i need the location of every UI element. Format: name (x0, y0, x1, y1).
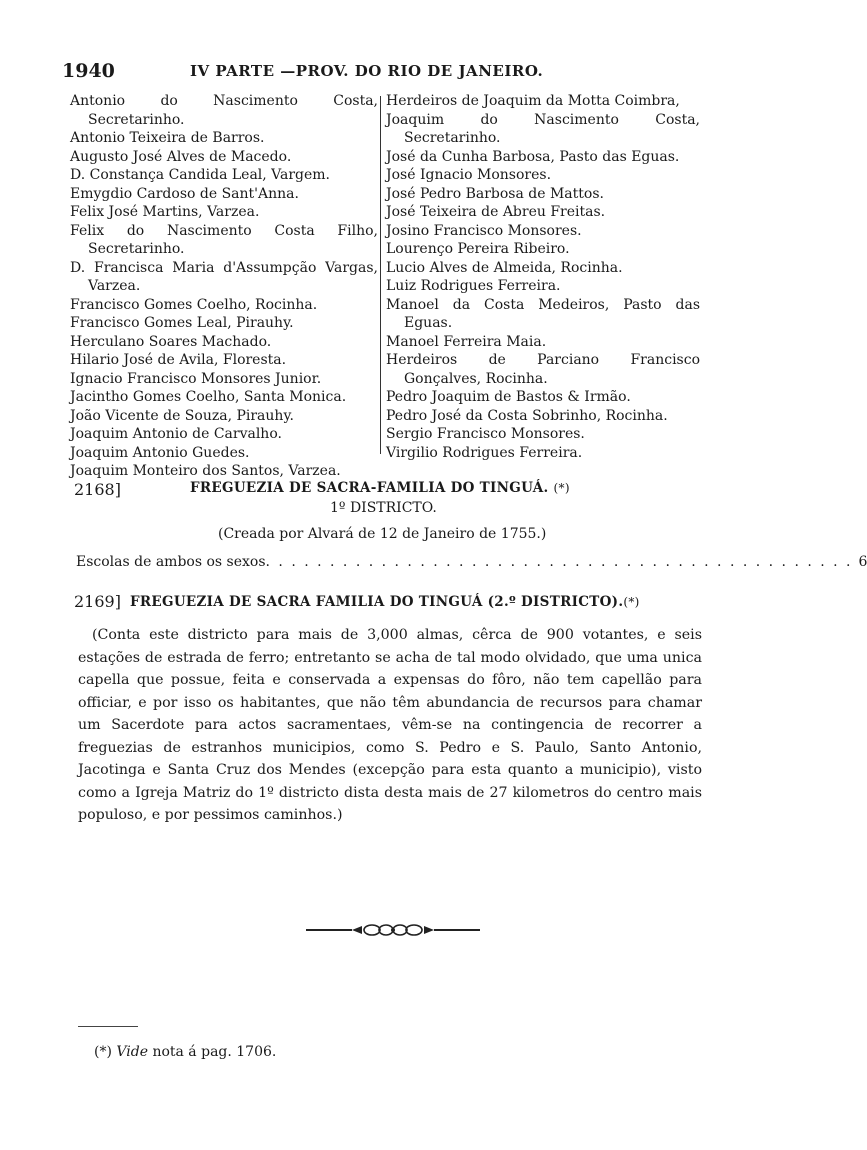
list-item: Joaquim Monteiro dos Santos, Varzea. (70, 463, 341, 479)
footnote-vide: Vide (116, 1044, 148, 1060)
column-divider (380, 96, 381, 454)
list-item: José da Cunha Barbosa, Pasto das Eguas. (386, 148, 680, 165)
list-item: Jacintho Gomes Coelho, Santa Monica. (70, 389, 347, 405)
list-item: Manoel da Costa Medeiros, Pasto das Eguas. (386, 296, 700, 331)
list-item: Lucio Alves de Almeida, Rocinha. (386, 259, 623, 276)
list-item: Joaquim Antonio Guedes. (70, 444, 250, 461)
creation-note: (Creada por Alvará de 12 de Janeiro de 1755.) (218, 526, 547, 542)
list-item: Antonio Teixeira de Barros. (70, 130, 265, 146)
list-item: Felix José Martins, Varzea. (70, 204, 260, 220)
list-item: Josino Francisco Monsores. (386, 222, 582, 239)
section-number: 2169] (74, 592, 121, 611)
list-item: Pedro Joaquim de Bastos & Irmão. (386, 389, 631, 405)
list-item: Luiz Rodrigues Ferreira. (386, 278, 561, 294)
schools-value: 6 (858, 554, 867, 570)
list-item: Lourenço Pereira Ribeiro. (386, 241, 570, 257)
list-item: Antonio do Nascimento Costa, Secretarinho. (70, 93, 378, 128)
list-item: D. Francisca Maria d'Assumpção Vargas, Varzea. (70, 259, 378, 294)
section-title (130, 594, 640, 610)
district-paragraph: (Conta este districto para mais de 3,000 almas, cêrca de 900 votantes, e seis estações de estrada de ferro; entretanto se acha de tal modo olvidado, que uma unica capella que possue, feita e conservada a expensas do fôro, não tem capellão para officiar, e por isso os habitantes, que não têm abundancia de recursos para chamar um Sacerdote para actos sacramentaes, vêm-se na contingencia de recorrer a freguezias de estranhos municipios, como S. Pedro e S. Paulo, Santo Antonio, Jacotinga e Santa Cruz dos Mendes (excepção para esta quanto a municipio), visto como a Igreja Matriz do 1º districto dista desta mais de 27 kilometros do centro mais populoso, e por pessimos caminhos.) (78, 627, 702, 823)
district-label: 1º DISTRICTO. (330, 500, 437, 516)
page-header (0, 60, 746, 88)
footnote-rule (78, 1026, 138, 1027)
running-head: IV PARTE —PROV. DO RIO DE JANEIRO. (190, 62, 544, 80)
list-item: Joaquim do Nascimento Costa, Secretarinho. (386, 111, 700, 146)
list-item: João Vicente de Souza, Pirauhy. (70, 407, 294, 424)
list-item: Virgilio Rodrigues Ferreira. (386, 444, 583, 461)
schools-label: Escolas de ambos os sexos (76, 554, 266, 570)
page-number: 1940 (62, 60, 115, 82)
list-item: José Teixeira de Abreu Freitas. (386, 204, 606, 220)
list-item: Herculano Soares Machado. (70, 333, 272, 350)
list-item: Hilario José de Avila, Floresta. (70, 352, 287, 368)
list-item: José Ignacio Monsores. (386, 167, 552, 183)
list-item: Sergio Francisco Monsores. (386, 426, 585, 442)
right-column (386, 92, 700, 462)
list-item: Herdeiros de Parciano Francisco Gonçalves, Rocinha. (386, 352, 700, 387)
list-item: D. Constança Candida Leal, Vargem. (70, 167, 331, 183)
section-title-text: FREGUEZIA DE SACRA-FAMILIA DO TINGUÁ. (190, 480, 549, 496)
list-item: Joaquim Antonio de Carvalho. (70, 426, 282, 442)
list-item: Emygdio Cardoso de Sant'Anna. (70, 185, 299, 202)
section-title-text: FREGUEZIA DE SACRA FAMILIA DO TINGUÁ (2.º DISTRICTO). (130, 594, 624, 610)
section-title (190, 480, 570, 496)
footnote (94, 1044, 276, 1060)
list-item: José Pedro Barbosa de Mattos. (386, 185, 604, 202)
leader-dots: . . . . . . . . . . . . . . . . . . . . . . . . . . . . . . . . . . . . . . . . . . . . . . (265, 554, 853, 570)
schools-line (76, 554, 867, 570)
footnote-text: nota á pag. 1706. (152, 1044, 277, 1060)
left-column (70, 92, 378, 481)
footnote-reference: (*) (623, 595, 640, 609)
list-item: Francisco Gomes Leal, Pirauhy. (70, 315, 294, 331)
list-item: Pedro José da Costa Sobrinho, Rocinha. (386, 407, 668, 424)
list-item: Manoel Ferreira Maia. (386, 333, 547, 350)
list-item: Francisco Gomes Coelho, Rocinha. (70, 296, 318, 313)
footnote-mark: (*) (94, 1044, 112, 1060)
list-item: Felix do Nascimento Costa Filho, Secretarinho. (70, 222, 378, 257)
list-item: Augusto José Alves de Macedo. (70, 148, 292, 165)
list-item: Ignacio Francisco Monsores Junior. (70, 370, 322, 387)
footnote-reference: (*) (553, 481, 570, 495)
section-number: 2168] (74, 480, 121, 499)
ornament-divider-icon (306, 920, 480, 940)
list-item: Herdeiros de Joaquim da Motta Coimbra, (386, 93, 680, 109)
